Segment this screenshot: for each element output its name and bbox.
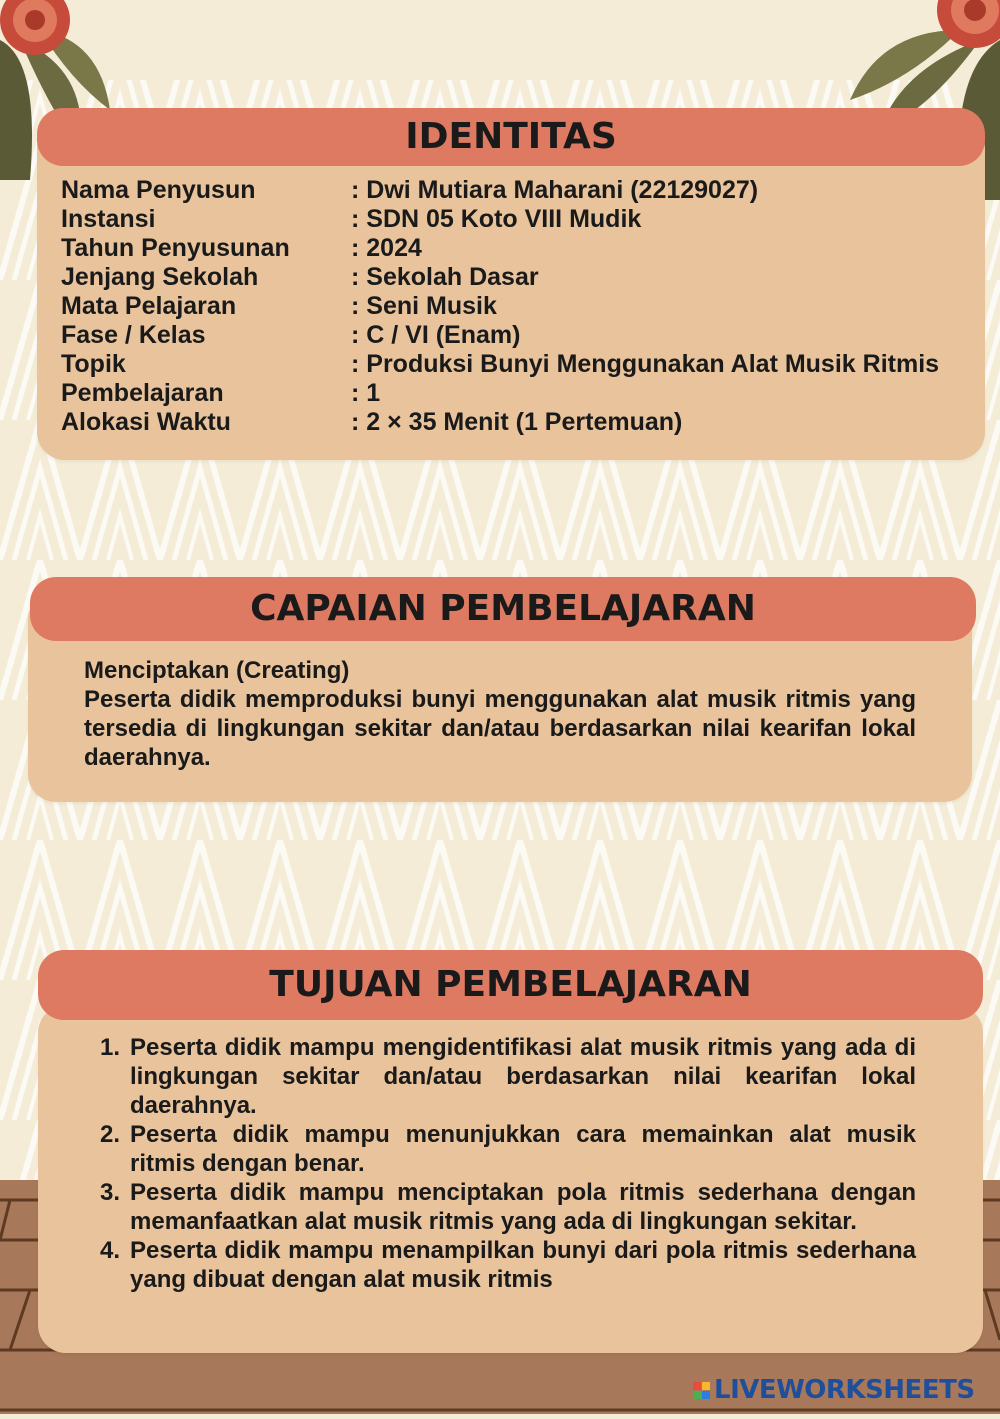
capaian-subtitle: Menciptakan (Creating)	[84, 657, 350, 684]
identity-row	[61, 234, 991, 263]
identity-label: Tahun Penyusunan	[61, 234, 290, 262]
identity-row	[61, 176, 991, 205]
identity-label: Jenjang Sekolah	[61, 263, 259, 291]
watermark-text: LIVEWORKSHEETS	[714, 1375, 975, 1405]
list-number: 2.	[100, 1121, 121, 1148]
liveworksheets-logo-icon	[693, 1382, 710, 1399]
identity-row	[61, 350, 991, 379]
list-number: 3.	[100, 1179, 121, 1206]
identity-value: : 1	[351, 379, 381, 407]
list-text: Peserta didik mampu menunjukkan cara memainkan alat musik ritmis dengan benar.	[130, 1121, 916, 1177]
identity-value: : Dwi Mutiara Maharani (22129027)	[351, 176, 759, 204]
list-number: 1.	[100, 1034, 121, 1061]
identity-label: Pembelajaran	[61, 379, 224, 407]
identity-label: Fase / Kelas	[61, 321, 206, 349]
list-number: 4.	[100, 1237, 121, 1264]
identity-row	[61, 321, 991, 350]
identity-list	[61, 176, 991, 437]
capaian-title: CAPAIAN PEMBELAJARAN	[250, 588, 756, 629]
list-text: Peserta didik mampu menciptakan pola ritmis sederhana dengan memanfaatkan alat musik ritmis yang ada di lingkungan sekitar.	[130, 1179, 916, 1235]
list-item	[100, 1120, 916, 1178]
identitas-header	[37, 108, 985, 166]
identity-label: Nama Penyusun	[61, 176, 256, 204]
identity-value: : 2024	[351, 234, 422, 262]
list-text: Peserta didik mampu mengidentifikasi alat musik ritmis yang ada di lingkungan sekitar dan/atau berdasarkan nilai kearifan lokal daerahnya.	[130, 1034, 916, 1119]
identity-row	[61, 379, 991, 408]
identitas-title: IDENTITAS	[405, 116, 617, 157]
capaian-header	[30, 577, 976, 641]
identity-row	[61, 408, 991, 437]
identity-label: Alokasi Waktu	[61, 408, 231, 436]
identity-value: : SDN 05 Koto VIII Mudik	[351, 205, 642, 233]
identity-value: : Seni Musik	[351, 292, 497, 320]
identity-value: : C / VI (Enam)	[351, 321, 521, 349]
identity-row	[61, 263, 991, 292]
liveworksheets-watermark[interactable]	[693, 1374, 975, 1406]
identity-value: : Produksi Bunyi Menggunakan Alat Musik Ritmis	[351, 350, 940, 378]
identity-row	[61, 292, 991, 321]
tujuan-list	[100, 1033, 916, 1294]
identity-value: : Sekolah Dasar	[351, 263, 539, 291]
tujuan-title: TUJUAN PEMBELAJARAN	[269, 964, 752, 1005]
list-text: Peserta didik mampu menampilkan bunyi dari pola ritmis sederhana yang dibuat dengan alat musik ritmis	[130, 1237, 916, 1293]
identity-row	[61, 205, 991, 234]
identity-label: Instansi	[61, 205, 156, 233]
list-item	[100, 1178, 916, 1236]
capaian-text: Peserta didik memproduksi bunyi menggunakan alat musik ritmis yang tersedia di lingkungan sekitar dan/atau berdasarkan nilai kearifan lokal daerahnya.	[84, 686, 916, 771]
list-item	[100, 1236, 916, 1294]
tujuan-header	[38, 950, 983, 1020]
identity-label: Topik	[61, 350, 126, 378]
list-item	[100, 1033, 916, 1120]
capaian-body	[84, 656, 916, 772]
identity-value: : 2 × 35 Menit (1 Pertemuan)	[351, 408, 683, 436]
identity-label: Mata Pelajaran	[61, 292, 237, 320]
